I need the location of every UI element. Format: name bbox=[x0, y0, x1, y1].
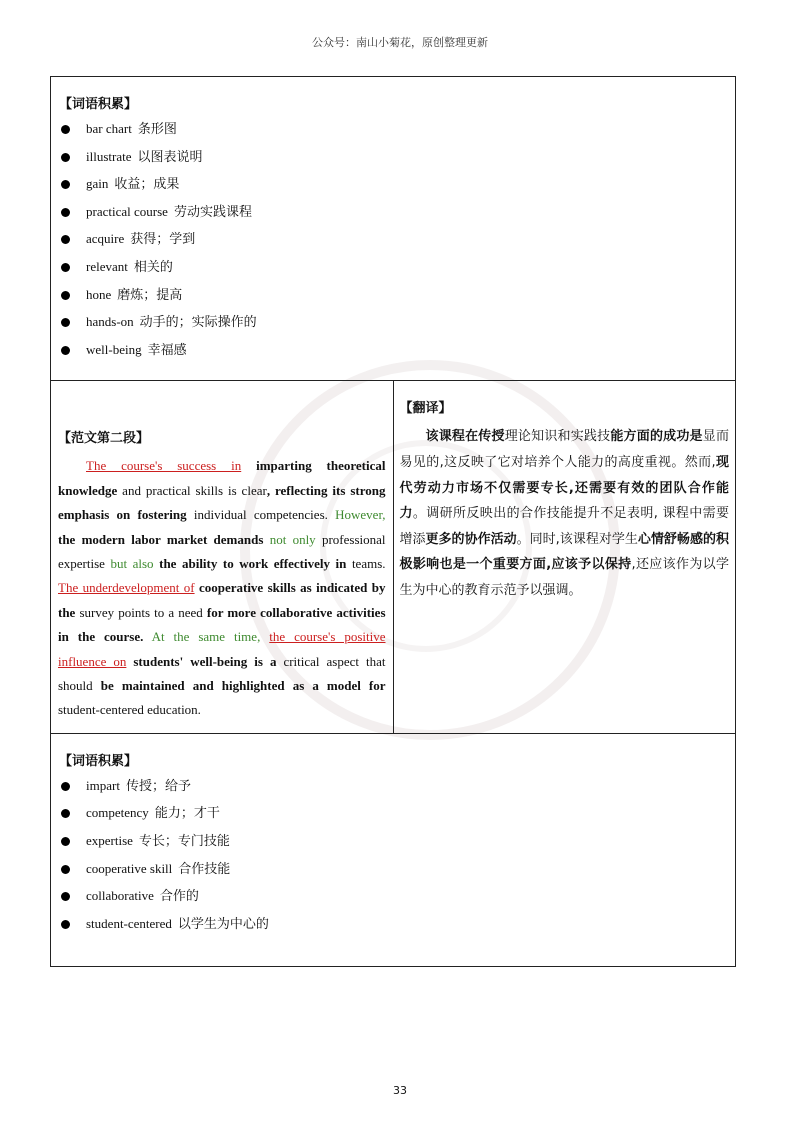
essay-section bbox=[51, 381, 394, 733]
list-item: illustrate 以图表说明 bbox=[59, 148, 727, 176]
vocab-list-1 bbox=[59, 120, 727, 368]
list-item: expertise 专长；专门技能 bbox=[59, 832, 727, 860]
list-item: bar chart 条形图 bbox=[59, 120, 727, 148]
list-item: well-being 幸福感 bbox=[59, 341, 727, 369]
list-item: hone 磨炼；提高 bbox=[59, 286, 727, 314]
list-item: hands-on 动手的；实际操作的 bbox=[59, 313, 727, 341]
vocab-section-1 bbox=[51, 77, 736, 381]
list-item: relevant 相关的 bbox=[59, 258, 727, 286]
content-table bbox=[50, 76, 736, 967]
vocab-section-2 bbox=[51, 733, 736, 967]
list-item: acquire 获得；学到 bbox=[59, 230, 727, 258]
list-item: impart 传授；给予 bbox=[59, 777, 727, 805]
list-item: practical course 劳动实践课程 bbox=[59, 203, 727, 231]
list-item: collaborative 合作的 bbox=[59, 887, 727, 915]
list-item: cooperative skill 合作技能 bbox=[59, 860, 727, 888]
essay-paragraph: The course's success in imparting theoretical knowledge and practical skills is clear, reflecting its strong emphasis on fostering individual competencies. However, the modern labor market demands not only professional expertise but also the ability to work effectively in teams. The underdevelopment of cooperative skills as indicated by the survey points to a need for more collaborative activities in the course. At the same time, the course's positive influence on students' well-being is a critical aspect that should be maintained and highlighted as a model for student-centered education. bbox=[58, 458, 386, 718]
essay-heading: 【范文第二段】 bbox=[58, 431, 150, 447]
translation-heading: 【翻译】 bbox=[399, 401, 452, 417]
list-item: competency 能力；才干 bbox=[59, 804, 727, 832]
page-number: 33 bbox=[393, 1084, 407, 1097]
list-item: gain 收益；成果 bbox=[59, 175, 727, 203]
vocab-list-2 bbox=[59, 777, 727, 943]
translation-paragraph: 该课程在传授理论知识和实践技能方面的成功是显而易见的,这反映了它对培养个人能力的高度重视。然而,现代劳动力市场不仅需要专长,还需要有效的团队合作能力。调研所反映出的合作技能提升不足表明, 课程中需要增添更多的协作活动。同时,该课程对学生心情舒畅感的积极影响也是一个重要方面,应该予以保持,还应该作为以学生为中心的教育示范予以强调。 bbox=[399, 429, 729, 598]
page-header-note: 公众号：南山小菊花，原创整理更新 bbox=[312, 36, 488, 49]
list-item: student-centered 以学生为中心的 bbox=[59, 915, 727, 943]
translation-section bbox=[393, 381, 736, 733]
vocab-heading-2: 【词语积累】 bbox=[59, 753, 138, 769]
vocab-heading-1: 【词语积累】 bbox=[59, 97, 138, 112]
